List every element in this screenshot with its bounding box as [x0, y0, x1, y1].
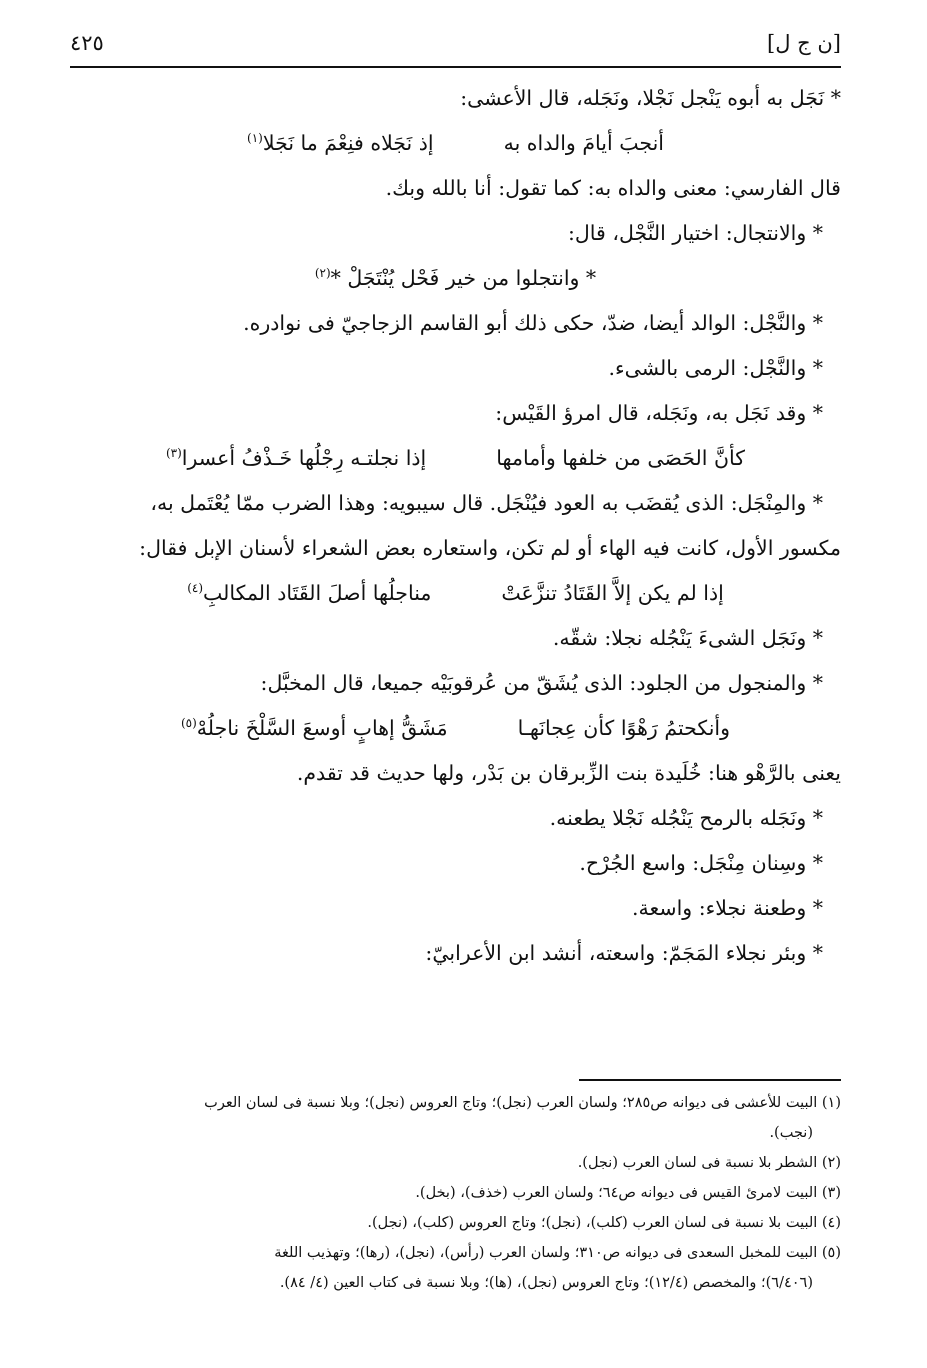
- entry-body: [70, 76, 841, 976]
- half-verse-line: * وانتجلوا من خير فَحْل يُنْتَجَلْ *$^{(٢)}$: [314, 266, 597, 290]
- verse-first-hemistich: أنجبَ أيامَ والداه به: [503, 131, 664, 155]
- text-line: قال الفارسي: معنى والداه به: كما تقول: أنا بالله وبك.: [385, 176, 841, 200]
- text-line: * والانتجال: اختيار النَّجْل، قال:: [567, 221, 823, 245]
- footnotes: [70, 1088, 841, 1298]
- page-header: [70, 28, 841, 58]
- footnote-marker: (٢): [314, 266, 331, 281]
- header-rule: [70, 66, 841, 68]
- text-line: * ونَجَل الشىءَ يَنْجُله نجلا: شقّه.: [552, 626, 823, 650]
- verse-second-hemistich: مناجلُها أصلَ القَتَاد المكالبِ$^{(٤)}$: [187, 581, 432, 605]
- verse-second-hemistich: مَشَقُّ إهابٍ أوسعَ السَّلْخَ ناجلُهْ$^{(٥)}$: [180, 716, 448, 740]
- text-line: * والنَّجْل: الوالد أيضا، ضدّ، حكى ذلك أبو القاسم الزجاجيّ فى نوادره.: [243, 311, 823, 335]
- verse-line: [70, 436, 841, 481]
- text-line: * والمِنْجَل: الذى يُقضَب به العود فيُنْجَل. قال سيبويه: وهذا الضرب ممّا يُعْتَمل به،: [150, 491, 823, 515]
- footnote-line: (نجب).: [769, 1125, 813, 1141]
- text-line: * وطعنة نجلاء: واسعة.: [632, 896, 823, 920]
- footnote-marker: (٥): [180, 716, 197, 731]
- footnote-line: (٤) البيت بلا نسبة فى لسان العرب (كلب)، (نجل)؛ وتاج العروس (كلب)، (نجل).: [367, 1215, 841, 1231]
- text-line: مكسور الأول، كانت فيه الهاء أو لم تكن، واستعاره بعض الشعراء لأسنان الإبل فقال:: [139, 536, 841, 560]
- footnote-line: (٦/٤٠٦)؛ والمخصص (١٢/٤)؛ وتاج العروس (نجل)، (ها)؛ وبلا نسبة فى كتاب العين (٤/ ٨٤).: [279, 1275, 813, 1291]
- footnote-line: (٢) الشطر بلا نسبة فى لسان العرب (نجل).: [577, 1155, 841, 1171]
- verse-first-hemistich: وأنكحتمُ رَهْوًا كأن عِجانَهـا: [517, 716, 731, 740]
- text-line: * والمنجول من الجلود: الذى يُشَقّ من عُرقوبَيْه جميعا، قال المخبَّل:: [260, 671, 823, 695]
- text-line: * ونَجَله بالرمح يَنْجُله نَجْلا يطعنه.: [549, 806, 823, 830]
- footnote-marker: (٣): [165, 446, 182, 461]
- root-heading: [ن ج ل]: [767, 31, 841, 55]
- footnote-line: (٥) البيت للمخبل السعدى فى ديوانه ص٣١٠؛ ولسان العرب (رأس)، (نجل)، (رها)؛ وتهذيب اللغة: [274, 1245, 841, 1261]
- text-line: * نَجَل به أبوه يَنْجل نَجْلا، ونَجَله، قال الأعشى:: [460, 86, 841, 110]
- verse-second-hemistich: إذا نجلتـه رِجْلُها خَـذْفُ أعسرا$^{(٣)}$: [165, 446, 427, 470]
- text-line: * وسِنان مِنْجَل: واسع الجُرْح.: [579, 851, 823, 875]
- verse-line: [70, 706, 841, 751]
- text-line: * وقد نَجَل به، ونَجَله، قال امرؤ القَيْس:: [495, 401, 823, 425]
- verse-line: [70, 121, 841, 166]
- verse-first-hemistich: إذا لم يكن إلاَّ القَتَادُ تنزَّعَتْ: [501, 581, 724, 605]
- footnote-line: (٣) البيت لامرئ القيس فى ديوانه ص٦٤؛ ولسان العرب (خذف)، (بخل).: [415, 1185, 841, 1201]
- footnote-marker: (٤): [187, 581, 204, 596]
- verse-second-hemistich: إذ نَجَلاه فنِعْمَ ما نَجَلا$^{(١)}$: [247, 131, 434, 155]
- verse-line: [70, 571, 841, 616]
- text-line: * وبئر نجلاء المَجَمّ: واسعته، أنشد ابن الأعرابيّ:: [425, 941, 823, 965]
- footnote-rule: [579, 1079, 841, 1081]
- verse-first-hemistich: كأنَّ الحَصَى من خلفها وأمامها: [496, 446, 746, 470]
- text-line: * والنَّجْل: الرمى بالشىء.: [608, 356, 823, 380]
- footnote-marker: (١): [247, 131, 263, 146]
- text-line: يعنى بالرَّهْو هنا: خُلَيدة بنت الزِّبرقان بن بَدْر، ولها حديث قد تقدم.: [296, 761, 841, 785]
- page-number: ٤٢٥: [70, 31, 104, 55]
- footnote-line: (١) البيت للأعشى فى ديوانه ص٢٨٥؛ ولسان العرب (نجل)؛ وتاج العروس (نجل)؛ وبلا نسبة فى لسان العرب: [204, 1095, 841, 1111]
